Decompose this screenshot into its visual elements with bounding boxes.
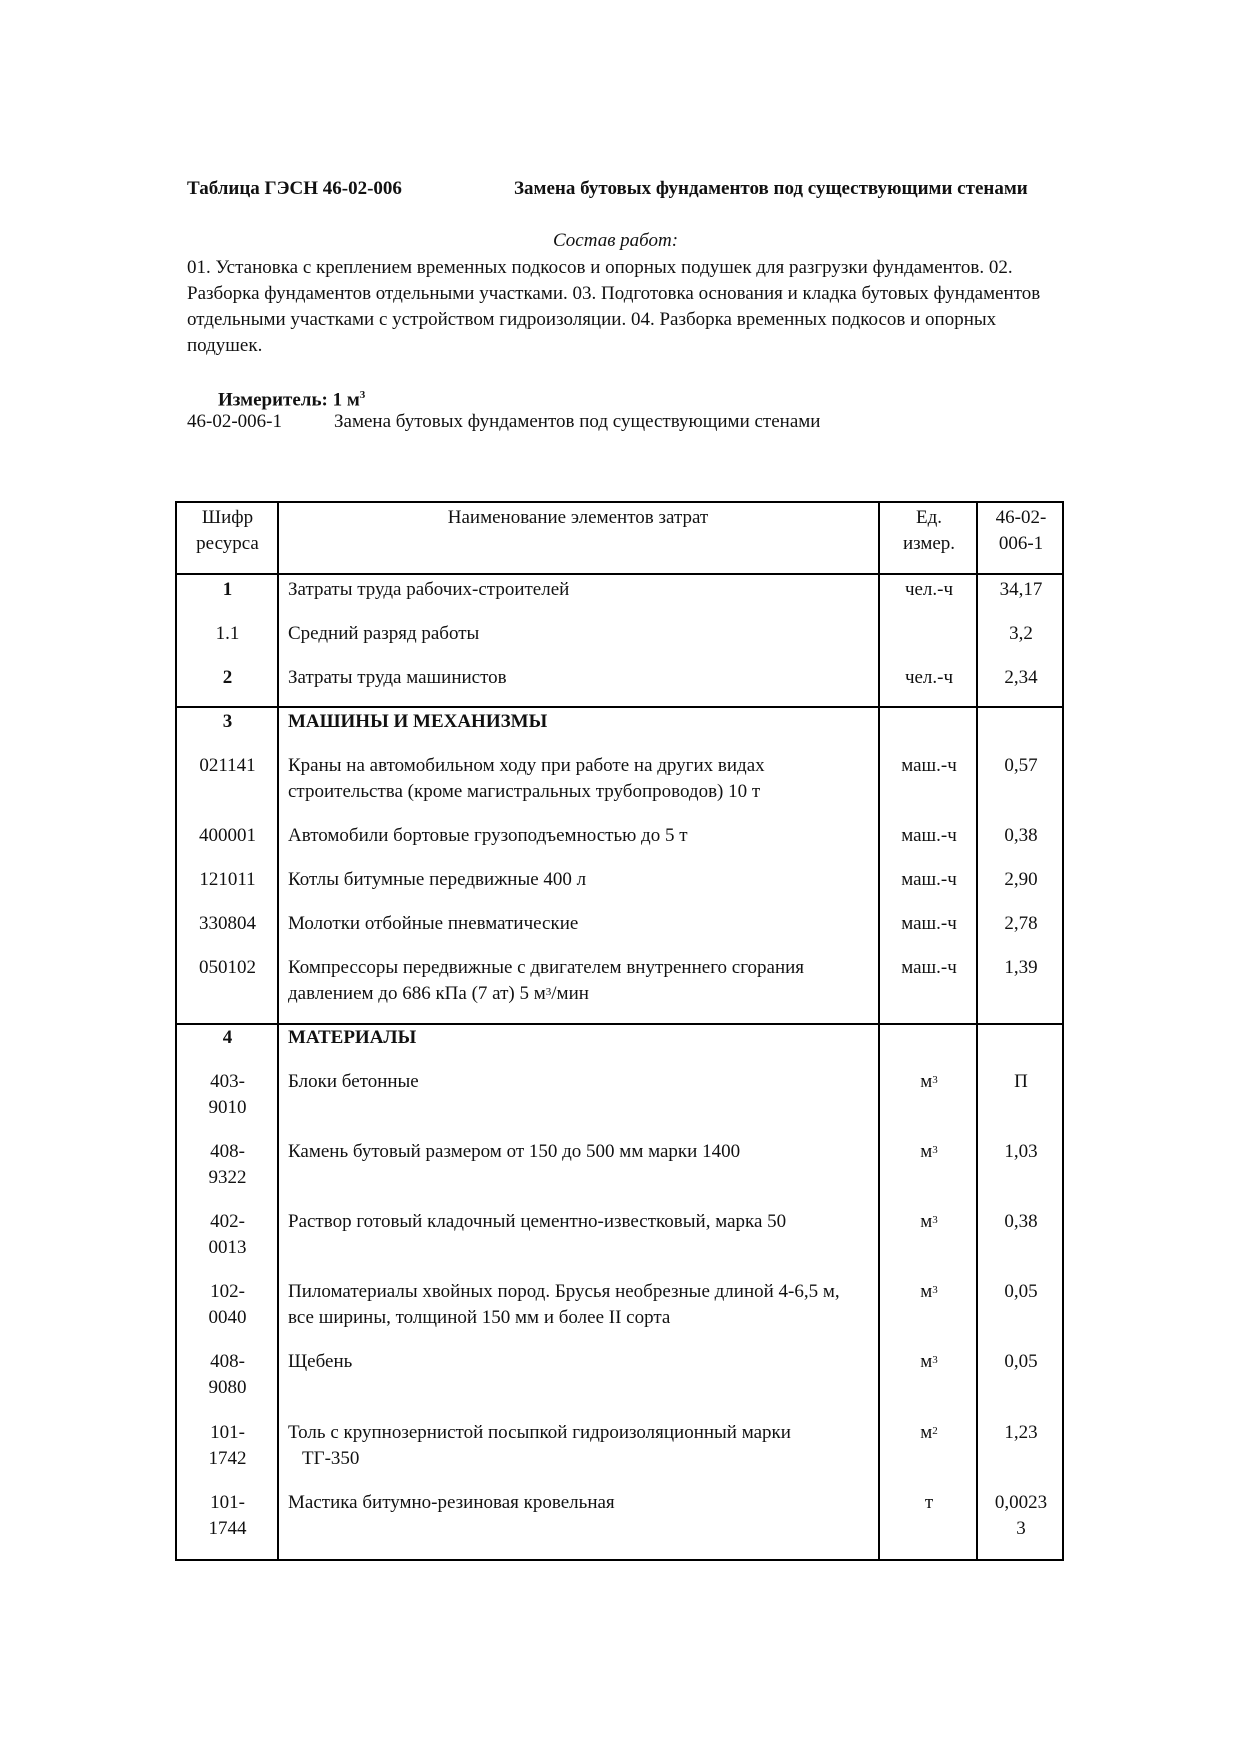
row-unit <box>880 1420 978 1446</box>
row-name: Камень бутовый размером от 150 до 500 мм марки 1400 <box>288 1141 741 1162</box>
row-code-l1: 101- <box>210 1422 245 1443</box>
row-code <box>177 1209 278 1261</box>
header-code <box>177 505 278 557</box>
row-code-l2: 9010 <box>208 1097 247 1118</box>
row-unit <box>880 1349 978 1375</box>
col-divider <box>976 503 978 1559</box>
composition-text: 01. Установка с креплением временных подкосов и опорных подушек для разгрузки фундаментов. 02. Разборка фундаментов отдельными участками. 03. Подготовка основания и кладка бутовых фундаментов отдельными участками с устройством гидроизоляции. 04. Разборка временных подкосов и опорных подушек. <box>187 257 1041 356</box>
row-name-l2 <box>288 981 868 1007</box>
row-name-l2: ТГ-350 <box>302 1448 360 1469</box>
row-value: П <box>1014 1071 1028 1092</box>
row-value: 34,17 <box>999 579 1043 600</box>
row-code-l1: 102- <box>210 1281 245 1302</box>
row-unit: чел.-ч <box>904 667 954 688</box>
section-code: 3 <box>222 711 233 732</box>
row-unit: чел.-ч <box>904 579 954 600</box>
section-title: МАШИНЫ И МЕХАНИЗМЫ <box>288 711 548 732</box>
row-divider <box>177 706 1062 708</box>
unit-text: м <box>920 1351 933 1372</box>
unit-text: м <box>920 1281 933 1302</box>
row-code <box>177 1349 278 1401</box>
row-unit: маш.-ч <box>901 869 957 890</box>
unit-sup: 2 <box>932 1425 938 1437</box>
row-unit: т <box>924 1492 934 1513</box>
row-value: 1,23 <box>1004 1422 1038 1443</box>
table-label: Таблица ГЭСН 46-02-006 <box>187 178 402 199</box>
row-unit <box>880 1139 978 1165</box>
cost-table <box>175 501 1064 1561</box>
row-name <box>288 1420 868 1472</box>
table-title: Замена бутовых фундаментов под существующими стенами <box>514 178 1028 199</box>
unit-sup: 3 <box>932 1074 938 1086</box>
row-name: Мастика битумно-резиновая кровельная <box>288 1492 615 1513</box>
unit-text: м <box>920 1422 933 1443</box>
row-value-l1: 0,0023 <box>994 1492 1048 1513</box>
header-code-l1: Шифр <box>201 507 254 528</box>
section-title: МАТЕРИАЛЫ <box>288 1027 417 1048</box>
row-code: 2 <box>222 667 233 688</box>
row-value: 2,34 <box>1004 667 1038 688</box>
row-code: 121011 <box>199 869 256 890</box>
row-name: Пиломатериалы хвойных пород. Брусья необрезные длиной 4-6,5 м, все ширины, толщиной 150 мм и более II сорта <box>288 1281 840 1328</box>
header-value-l1: 46-02- <box>995 507 1047 528</box>
header-unit-l1: Ед. <box>915 507 943 528</box>
row-value: 0,57 <box>1004 755 1038 776</box>
row-unit <box>880 1279 978 1305</box>
header-value <box>978 505 1064 557</box>
row-code: 050102 <box>199 957 256 978</box>
row-code: 1.1 <box>215 623 240 644</box>
row-code-l1: 403- <box>210 1071 245 1092</box>
unit-sup: 3 <box>932 1144 938 1156</box>
row-name: Раствор готовый кладочный цементно-известковый, марка 50 <box>288 1211 787 1232</box>
row-code-l2: 0013 <box>208 1237 247 1258</box>
header-unit-l2: измер. <box>902 533 956 554</box>
row-code-l1: 408- <box>210 1141 245 1162</box>
row-value: 2,90 <box>1004 869 1038 890</box>
unit-sup: 3 <box>932 1214 938 1226</box>
unit-sup: 3 <box>932 1354 938 1366</box>
row-name: Котлы битумные передвижные 400 л <box>288 869 587 890</box>
row-name: Затраты труда машинистов <box>288 667 507 688</box>
row-value: 3,2 <box>1009 623 1033 644</box>
meter-text: Измеритель: 1 м <box>218 389 360 411</box>
row-unit: маш.-ч <box>901 957 957 978</box>
meter-sup: 3 <box>359 389 366 401</box>
header-unit <box>880 505 978 557</box>
header-value-l2: 006-1 <box>998 533 1044 554</box>
unit-sup: 3 <box>932 1284 938 1296</box>
row-unit <box>880 1069 978 1095</box>
row-name: Молотки отбойные пневматические <box>288 913 579 934</box>
row-unit: маш.-ч <box>901 755 957 776</box>
row-code-l2: 9322 <box>208 1167 247 1188</box>
row-name-l1: Компрессоры передвижные с двигателем внутреннего сгорания <box>288 957 805 978</box>
row-code: 1 <box>222 579 233 600</box>
row-code: 021141 <box>199 755 256 776</box>
norm-code: 46-02-006-1 <box>187 411 282 432</box>
row-value <box>978 1490 1064 1542</box>
row-code <box>177 1069 278 1121</box>
header-name: Наименование элементов затрат <box>447 507 709 528</box>
unit-text: м <box>920 1071 933 1092</box>
row-value: 0,05 <box>1004 1281 1038 1302</box>
row-code: 330804 <box>199 913 256 934</box>
row-value: 1,03 <box>1004 1141 1038 1162</box>
row-name: Блоки бетонные <box>288 1071 419 1092</box>
row-name-l1: Толь с крупнозернистой посыпкой гидроизоляционный марки <box>288 1422 791 1443</box>
row-code-l1: 101- <box>210 1492 245 1513</box>
row-divider <box>177 573 1062 575</box>
header-code-l2: ресурса <box>196 533 259 554</box>
row-code <box>177 1420 278 1472</box>
section-code: 4 <box>222 1027 233 1048</box>
unit-text: м <box>920 1141 933 1162</box>
row-code <box>177 1279 278 1331</box>
row-name <box>288 955 868 1007</box>
row-unit: маш.-ч <box>901 825 957 846</box>
row-value: 0,38 <box>1004 1211 1038 1232</box>
row-code-l2: 9080 <box>208 1377 247 1398</box>
row-name-l2a: давлением до 686 кПа (7 ат) 5 м <box>288 983 546 1004</box>
unit-text: м <box>920 1211 933 1232</box>
row-code <box>177 1490 278 1542</box>
row-code-l2: 0040 <box>208 1307 247 1328</box>
row-unit: маш.-ч <box>901 913 957 934</box>
row-value-l2: 3 <box>1016 1518 1026 1539</box>
row-code-l2: 1744 <box>208 1518 247 1539</box>
row-code-l1: 402- <box>210 1211 245 1232</box>
composition-label: Состав работ: <box>553 230 679 251</box>
row-value: 1,39 <box>1004 957 1038 978</box>
row-value: 2,78 <box>1004 913 1038 934</box>
row-code: 400001 <box>199 825 256 846</box>
row-name-l2b: /мин <box>551 983 589 1004</box>
norm-name: Замена бутовых фундаментов под существующими стенами <box>334 411 821 432</box>
row-name: Затраты труда рабочих-строителей <box>288 579 570 600</box>
row-name: Средний разряд работы <box>288 623 480 644</box>
row-value: 0,38 <box>1004 825 1038 846</box>
row-name: Щебень <box>288 1351 353 1372</box>
row-name-sup: 3 <box>545 986 552 998</box>
row-code-l1: 408- <box>210 1351 245 1372</box>
row-name: Краны на автомобильном ходу при работе на других видах строительства (кроме магистральных трубопроводов) 10 т <box>288 755 765 802</box>
row-unit <box>880 1209 978 1235</box>
row-name: Автомобили бортовые грузоподъемностью до 5 т <box>288 825 688 846</box>
row-value: 0,05 <box>1004 1351 1038 1372</box>
col-divider <box>878 503 880 1559</box>
row-code-l2: 1742 <box>208 1448 247 1469</box>
row-code <box>177 1139 278 1191</box>
